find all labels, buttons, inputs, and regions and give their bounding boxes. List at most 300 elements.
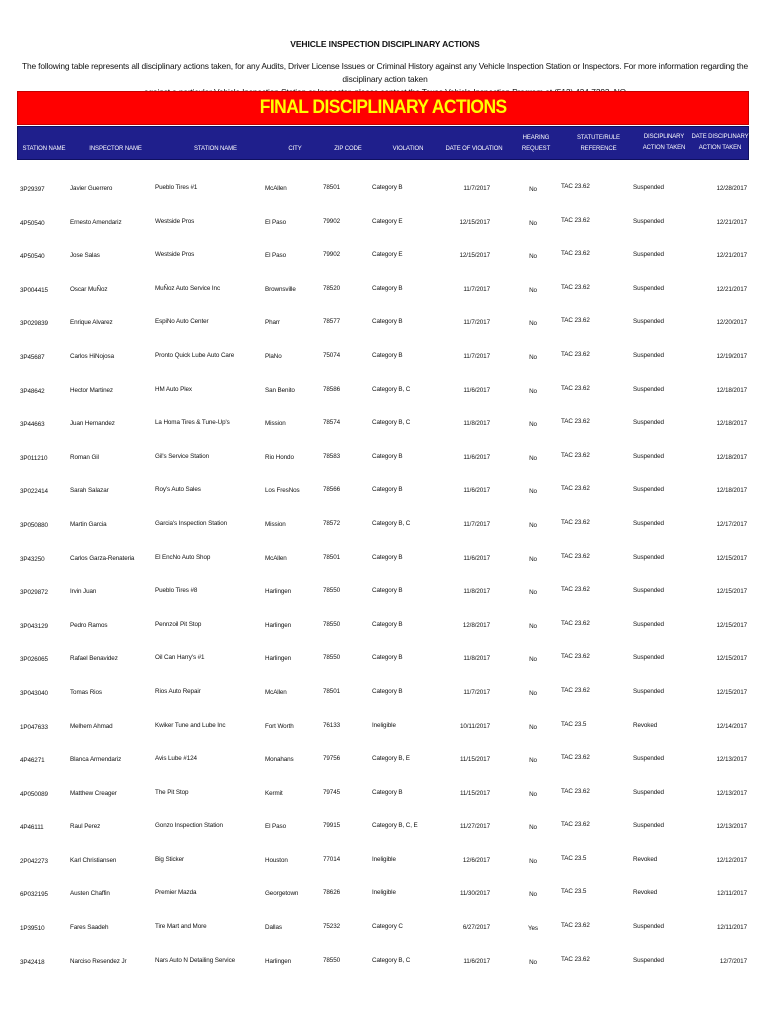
station-id-cell: 4P46111 — [20, 824, 44, 832]
action-cell: Suspended — [633, 923, 664, 931]
statute-cell: TAC 23.5 — [561, 888, 587, 896]
violation-date-cell: 11/15/2017 — [459, 789, 490, 797]
action-cell: Suspended — [633, 318, 664, 326]
action-cell: Suspended — [633, 184, 664, 191]
action-cell: Suspended — [633, 284, 664, 292]
city-cell: Harlingen — [265, 621, 292, 629]
action-cell: Suspended — [633, 251, 664, 259]
action-date-cell: 12/20/2017 — [716, 319, 747, 327]
table-row — [0, 731, 770, 765]
violation-date-cell: 10/11/2017 — [459, 722, 490, 730]
inspector-cell: Tomas Rios — [70, 688, 102, 696]
inspector-cell: Juan Hernandez — [70, 420, 115, 428]
zip-cell: 78586 — [323, 385, 341, 393]
violation-cell: Ineligible — [372, 721, 396, 729]
table-row — [0, 462, 770, 496]
violation-cell: Category B — [372, 351, 403, 359]
action-date-cell: 12/14/2017 — [716, 722, 747, 730]
statute-cell: TAC 23.62 — [561, 955, 590, 963]
hearing-request-cell: Yes — [528, 925, 538, 933]
violation-cell: Category B — [372, 553, 403, 561]
table-row — [0, 261, 770, 295]
violation-date-cell: 11/6/2017 — [463, 957, 490, 965]
table-row — [0, 933, 770, 967]
col-header-action-line2: ACTION TAKEN — [642, 145, 686, 151]
inspector-cell: Melhem Ahmad — [70, 722, 113, 730]
action-date-cell: 12/15/2017 — [716, 688, 747, 696]
city-cell: El Paso — [265, 252, 287, 260]
inspector-cell: Pedro Ramos — [70, 621, 108, 629]
statute-cell: TAC 23.62 — [561, 518, 590, 526]
hearing-request-cell: No — [529, 353, 537, 361]
hearing-request-cell: No — [529, 253, 537, 261]
action-date-cell: 12/18/2017 — [716, 386, 747, 394]
action-date-cell: 12/15/2017 — [716, 621, 747, 629]
statute-cell: TAC 23.62 — [561, 787, 590, 795]
table-row — [0, 563, 770, 597]
action-cell: Suspended — [633, 452, 664, 460]
table-row — [0, 765, 770, 799]
action-date-cell: 12/18/2017 — [716, 420, 747, 428]
violation-date-cell: 12/15/2017 — [459, 218, 490, 226]
station-id-cell: 3P011210 — [20, 454, 48, 462]
statute-cell: TAC 23.62 — [561, 283, 590, 291]
action-date-cell: 12/15/2017 — [716, 588, 747, 596]
hearing-request-cell: No — [529, 387, 537, 395]
hearing-request-cell: No — [529, 824, 537, 832]
inspector-cell: Oscar MuÑoz — [70, 285, 108, 293]
hearing-request-cell: No — [529, 589, 537, 597]
action-date-cell: 12/17/2017 — [716, 520, 747, 528]
col-header-violation: VIOLATION — [392, 146, 424, 152]
violation-date-cell: 11/7/2017 — [463, 688, 490, 696]
inspector-cell: Ernesto Amendariz — [70, 218, 122, 226]
inspector-cell: Irvin Juan — [70, 588, 97, 596]
station-id-cell: 3P43250 — [20, 555, 45, 563]
hearing-request-cell: No — [529, 723, 537, 731]
station-name-cell: MuÑoz Auto Service Inc — [155, 284, 220, 292]
table-row — [0, 429, 770, 463]
statute-cell: TAC 23.62 — [561, 754, 590, 762]
table-row — [0, 664, 770, 698]
col-header-action-date — [690, 127, 750, 159]
zip-cell: 79902 — [323, 251, 341, 259]
violation-cell: Category B — [372, 452, 403, 460]
action-cell: Suspended — [633, 419, 664, 427]
station-id-cell: 3P029839 — [20, 320, 48, 328]
zip-cell: 78501 — [323, 553, 341, 561]
station-name-cell: Pronto Quick Lube Auto Care — [155, 351, 235, 359]
action-cell: Suspended — [633, 587, 664, 595]
station-name-cell: EspiNo Auto Center — [155, 318, 209, 326]
col-header-date: DATE OF VIOLATION — [445, 146, 503, 152]
action-cell: Revoked — [633, 889, 658, 897]
table-row — [0, 832, 770, 866]
violation-date-cell: 11/8/2017 — [463, 588, 490, 596]
action-cell: Suspended — [633, 654, 664, 662]
hearing-request-cell: No — [529, 891, 537, 899]
zip-cell: 79915 — [323, 822, 341, 830]
violation-date-cell: 12/15/2017 — [459, 252, 490, 260]
station-name-cell: Big Sticker — [155, 855, 184, 863]
hearing-request-cell: No — [529, 320, 537, 328]
city-cell: Harlingen — [265, 655, 292, 663]
violation-date-cell: 11/6/2017 — [463, 487, 490, 495]
zip-cell: 78550 — [323, 620, 341, 628]
inspector-cell: Matthew Creager — [70, 789, 117, 797]
violation-date-cell: 11/15/2017 — [459, 756, 490, 764]
zip-cell: 78577 — [323, 318, 341, 326]
col-header-station-id: STATION NAME — [22, 146, 66, 152]
city-cell: Brownsville — [265, 285, 296, 293]
station-name-cell: Premier Mazda — [155, 889, 197, 897]
hearing-request-cell: No — [529, 286, 537, 294]
violation-cell: Category C — [372, 923, 403, 931]
table-row — [0, 328, 770, 362]
violation-cell: Category B — [372, 620, 403, 628]
violation-date-cell: 11/30/2017 — [459, 890, 490, 898]
station-name-cell: Tire Mart and More — [155, 923, 207, 931]
station-id-cell: 3P022414 — [20, 488, 48, 496]
hearing-request-cell: No — [529, 857, 537, 865]
city-cell: Fort Worth — [265, 722, 294, 730]
action-cell: Revoked — [633, 855, 658, 863]
violation-cell: Category B, C, E — [372, 822, 418, 830]
violation-cell: Category B, C — [372, 956, 411, 964]
zip-cell: 78574 — [323, 419, 341, 427]
violation-cell: Category B — [372, 788, 403, 796]
hearing-request-cell: No — [529, 790, 537, 798]
violation-date-cell: 11/7/2017 — [463, 520, 490, 528]
hearing-request-cell: No — [529, 958, 537, 966]
col-header-action — [632, 127, 696, 159]
station-id-cell: 3P029872 — [20, 589, 48, 597]
statute-cell: TAC 23.62 — [561, 418, 590, 426]
station-name-cell: Westside Pros — [155, 217, 195, 225]
table-row — [0, 160, 770, 194]
table-row — [0, 899, 770, 933]
statute-cell: TAC 23.62 — [561, 821, 590, 829]
action-date-cell: 12/13/2017 — [716, 756, 747, 764]
station-name-cell: Pueblo Tires #8 — [155, 587, 198, 595]
city-cell: San Benito — [265, 386, 295, 394]
zip-cell: 78572 — [323, 519, 341, 527]
hearing-request-cell: No — [529, 555, 537, 563]
station-name-cell: Westside Pros — [155, 251, 195, 259]
action-date-cell: 12/13/2017 — [716, 823, 747, 831]
zip-cell: 79902 — [323, 217, 341, 225]
station-id-cell: 3P004415 — [20, 286, 48, 294]
col-header-inspector: INSPECTOR NAME — [89, 146, 142, 152]
violation-cell: Category B, C — [372, 419, 411, 427]
city-cell: McAllen — [265, 554, 287, 562]
violation-cell: Category E — [372, 217, 403, 225]
hearing-request-cell: No — [529, 689, 537, 697]
violation-cell: Category B — [372, 284, 403, 292]
station-name-cell: Nars Auto N Detailing Service — [155, 956, 236, 964]
station-id-cell: 3P050880 — [20, 521, 48, 529]
statute-cell: TAC 23.62 — [561, 183, 590, 190]
statute-cell: TAC 23.62 — [561, 317, 590, 325]
city-cell: Rio Hondo — [265, 453, 294, 461]
table-row — [0, 395, 770, 429]
zip-cell: 78566 — [323, 486, 341, 494]
action-cell: Suspended — [633, 519, 664, 527]
statute-cell: TAC 23.62 — [561, 922, 590, 930]
inspector-cell: Hector Martinez — [70, 386, 113, 394]
zip-cell: 78501 — [323, 687, 341, 695]
city-cell: El Paso — [265, 218, 287, 226]
action-cell: Suspended — [633, 217, 664, 225]
city-cell: Georgetown — [265, 890, 299, 898]
zip-cell: 79745 — [323, 788, 341, 796]
action-date-cell: 12/18/2017 — [716, 453, 747, 461]
inspector-cell: Raul Perez — [70, 823, 101, 831]
station-id-cell: 4P050089 — [20, 790, 48, 798]
inspector-cell: Blanca Armendariz — [70, 756, 122, 764]
inspector-cell: Javier Guerrero — [70, 185, 113, 192]
hearing-request-cell: No — [529, 622, 537, 630]
statute-cell: TAC 23.62 — [561, 384, 590, 392]
statute-cell: TAC 23.62 — [561, 653, 590, 661]
station-name-cell: Avis Lube #124 — [155, 755, 197, 763]
hearing-request-cell: No — [529, 488, 537, 496]
intro-line-1: The following table represents all disciplinary actions taken, for any Audits, Driver License Issues or Criminal History against any Vehicle Inspection Station or Inspectors. For more information regarding the disciplinary action taken — [21, 61, 749, 84]
action-cell: Revoked — [633, 721, 658, 729]
statute-cell: TAC 23.62 — [561, 485, 590, 493]
table-row — [0, 227, 770, 261]
inspector-cell: Carlos Garza-Renateria — [70, 554, 135, 562]
zip-cell: 78550 — [323, 587, 341, 595]
violation-cell: Category B — [372, 587, 403, 595]
table-row — [0, 194, 770, 228]
inspector-cell: Martin Garcia — [70, 520, 107, 528]
violation-date-cell: 11/27/2017 — [459, 823, 490, 831]
zip-cell: 78501 — [323, 184, 341, 191]
table-row — [0, 597, 770, 631]
station-name-cell: Kwiker Tune and Lube Inc — [155, 721, 226, 729]
violation-date-cell: 11/6/2017 — [463, 453, 490, 461]
station-id-cell: 1P047633 — [20, 723, 48, 731]
statute-cell: TAC 23.62 — [561, 350, 590, 358]
action-cell: Suspended — [633, 486, 664, 494]
station-id-cell: 6P032195 — [20, 891, 48, 899]
banner-title: FINAL DISCIPLINARY ACTIONS — [259, 97, 507, 118]
action-cell: Suspended — [633, 687, 664, 695]
table-row — [0, 798, 770, 832]
station-id-cell: 3P44663 — [20, 421, 45, 429]
action-date-cell: 12/21/2017 — [716, 218, 747, 226]
statute-cell: TAC 23.62 — [561, 686, 590, 694]
station-id-cell: 3P29397 — [20, 186, 45, 193]
action-cell: Suspended — [633, 822, 664, 830]
statute-cell: TAC 23.5 — [561, 720, 587, 728]
station-name-cell: Garcia's Inspection Station — [155, 519, 228, 527]
col-header-hearing: HEARING REQUEST — [521, 135, 551, 152]
zip-cell: 75074 — [323, 351, 341, 359]
violation-date-cell: 11/6/2017 — [463, 386, 490, 394]
statute-cell: TAC 23.62 — [561, 619, 590, 627]
violation-date-cell: 11/7/2017 — [463, 352, 490, 360]
violation-date-cell: 11/8/2017 — [463, 420, 490, 428]
violation-date-cell: 11/7/2017 — [463, 319, 490, 327]
station-name-cell: Pueblo Tires #1 — [155, 184, 198, 191]
city-cell: Dallas — [265, 924, 282, 932]
zip-cell: 78550 — [323, 956, 341, 964]
violation-cell: Category B — [372, 654, 403, 662]
action-date-cell: 12/11/2017 — [716, 890, 747, 898]
inspector-cell: Roman Gil — [70, 453, 99, 461]
table-row — [0, 630, 770, 664]
violation-cell: Category B, C — [372, 385, 411, 393]
zip-cell: 78550 — [323, 654, 341, 662]
statute-cell: TAC 23.62 — [561, 451, 590, 459]
table-body — [0, 160, 770, 966]
action-date-cell: 12/13/2017 — [716, 789, 747, 797]
violation-cell: Ineligible — [372, 855, 396, 863]
action-date-cell: 12/15/2017 — [716, 655, 747, 663]
action-cell: Suspended — [633, 385, 664, 393]
table-row — [0, 362, 770, 396]
city-cell: Pharr — [265, 319, 280, 327]
zip-cell: 79756 — [323, 755, 341, 763]
inspector-cell: Austen Chaffin — [70, 890, 110, 898]
inspector-cell: Jose Salas — [70, 252, 100, 260]
inspector-cell: Enrique Alvarez — [70, 319, 113, 327]
action-date-cell: 12/21/2017 — [716, 285, 747, 293]
station-name-cell: La Homa Tires & Tune-Up's — [155, 419, 230, 427]
city-cell: PlaNo — [265, 352, 282, 360]
city-cell: McAllen — [265, 688, 287, 696]
station-name-cell: Rios Auto Repair — [155, 687, 201, 695]
action-cell: Suspended — [633, 755, 664, 763]
violation-date-cell: 12/6/2017 — [462, 856, 490, 864]
final-actions-banner — [17, 91, 749, 125]
table-row — [0, 530, 770, 564]
hearing-request-cell: No — [529, 219, 537, 227]
action-cell: Suspended — [633, 788, 664, 796]
hearing-request-cell: No — [529, 656, 537, 664]
action-date-cell: 12/28/2017 — [716, 185, 747, 192]
station-name-cell: Gonzo Inspection Station — [155, 822, 223, 830]
table-row — [0, 496, 770, 530]
col-header-city: CITY — [288, 146, 302, 152]
station-id-cell: 4P46271 — [20, 757, 45, 765]
city-cell: Monahans — [265, 756, 294, 764]
violation-cell: Category B — [372, 687, 403, 695]
station-name-cell: Roy's Auto Sales — [155, 486, 201, 494]
statute-cell: TAC 23.62 — [561, 216, 590, 224]
station-name-cell: Pennzoil Pit Stop — [155, 620, 202, 628]
document-title: VEHICLE INSPECTION DISCIPLINARY ACTIONS — [290, 39, 480, 49]
city-cell: Mission — [265, 420, 286, 428]
table-row — [0, 865, 770, 899]
col-header-zip: ZIP CODE — [334, 146, 362, 152]
station-id-cell: 3P043129 — [20, 622, 48, 630]
station-name-cell: El EncNo Auto Shop — [155, 553, 211, 561]
violation-date-cell: 12/8/2017 — [462, 621, 490, 629]
hearing-request-cell: No — [529, 521, 537, 529]
hearing-request-cell: No — [529, 186, 537, 193]
station-id-cell: 3P42418 — [20, 958, 45, 966]
col-header-action-date-line2: ACTION TAKEN — [698, 145, 742, 151]
table-row — [0, 698, 770, 732]
city-cell: Kermit — [265, 789, 283, 797]
inspector-cell: Karl Christiansen — [70, 856, 117, 864]
statute-cell: TAC 23.62 — [561, 586, 590, 594]
inspector-cell: Carlos HiNojosa — [70, 352, 114, 360]
inspector-cell: Fares Saadeh — [70, 924, 109, 932]
city-cell: Houston — [265, 856, 288, 864]
violation-cell: Category B, C — [372, 519, 411, 527]
station-id-cell: 4P50540 — [20, 253, 45, 261]
zip-cell: 77014 — [323, 855, 341, 863]
action-date-cell: 12/12/2017 — [716, 856, 747, 864]
violation-date-cell: 11/8/2017 — [463, 655, 490, 663]
violation-cell: Category B — [372, 486, 403, 494]
hearing-request-cell: No — [529, 454, 537, 462]
zip-cell: 78583 — [323, 452, 341, 460]
violation-cell: Category E — [372, 251, 403, 259]
hearing-request-cell: No — [529, 757, 537, 765]
action-date-cell: 12/15/2017 — [716, 554, 747, 562]
col-header-station-name: STATION NAME — [194, 146, 237, 152]
station-name-cell: HM Auto Plex — [155, 385, 192, 393]
action-cell: Suspended — [633, 553, 664, 561]
zip-cell: 78520 — [323, 284, 341, 292]
city-cell: El Paso — [265, 823, 287, 831]
violation-cell: Category B — [372, 318, 403, 326]
action-date-cell: 12/19/2017 — [716, 352, 747, 360]
station-name-cell: Oil Can Harry's #1 — [155, 654, 205, 662]
table-row — [0, 294, 770, 328]
city-cell: Mission — [265, 520, 286, 528]
violation-date-cell: 11/6/2017 — [463, 554, 490, 562]
station-id-cell: 2P042273 — [20, 857, 48, 865]
zip-cell: 78626 — [323, 889, 341, 897]
violation-cell: Category B, E — [372, 755, 410, 763]
inspector-cell: Narciso Resendez Jr — [70, 957, 127, 965]
statute-cell: TAC 23.62 — [561, 250, 590, 258]
city-cell: Harlingen — [265, 588, 292, 596]
col-header-action-line1: DISCIPLINARY — [643, 134, 685, 140]
violation-date-cell: 11/7/2017 — [463, 185, 490, 192]
station-id-cell: 3P45687 — [20, 353, 45, 361]
station-name-cell: Gil's Service Station — [155, 452, 210, 460]
violation-date-cell: 6/27/2017 — [462, 924, 490, 932]
violation-date-cell: 11/7/2017 — [463, 285, 490, 293]
zip-cell: 76133 — [323, 721, 341, 729]
statute-cell: TAC 23.62 — [561, 552, 590, 560]
zip-cell: 75232 — [323, 923, 341, 931]
city-cell: Harlingen — [265, 957, 292, 965]
violation-cell: Category B — [372, 184, 403, 191]
action-date-cell: 12/11/2017 — [716, 924, 747, 932]
hearing-request-cell: No — [529, 421, 537, 429]
station-id-cell: 3P043040 — [20, 689, 48, 697]
action-date-cell: 12/18/2017 — [716, 487, 747, 495]
city-cell: McAllen — [265, 185, 287, 192]
station-id-cell: 3P48642 — [20, 387, 45, 395]
table-header — [17, 126, 749, 160]
inspector-cell: Sarah Salazar — [70, 487, 109, 495]
station-id-cell: 1P39510 — [20, 925, 45, 933]
action-date-cell: 12/7/2017 — [719, 957, 747, 965]
station-name-cell: The Pit Stop — [155, 788, 189, 796]
col-header-action-date-line1: DATE DISCIPLINARY — [691, 134, 749, 140]
station-id-cell: 3P026065 — [20, 656, 48, 664]
col-header-statute: STATUTE/RULE REFERENCE — [577, 135, 620, 152]
